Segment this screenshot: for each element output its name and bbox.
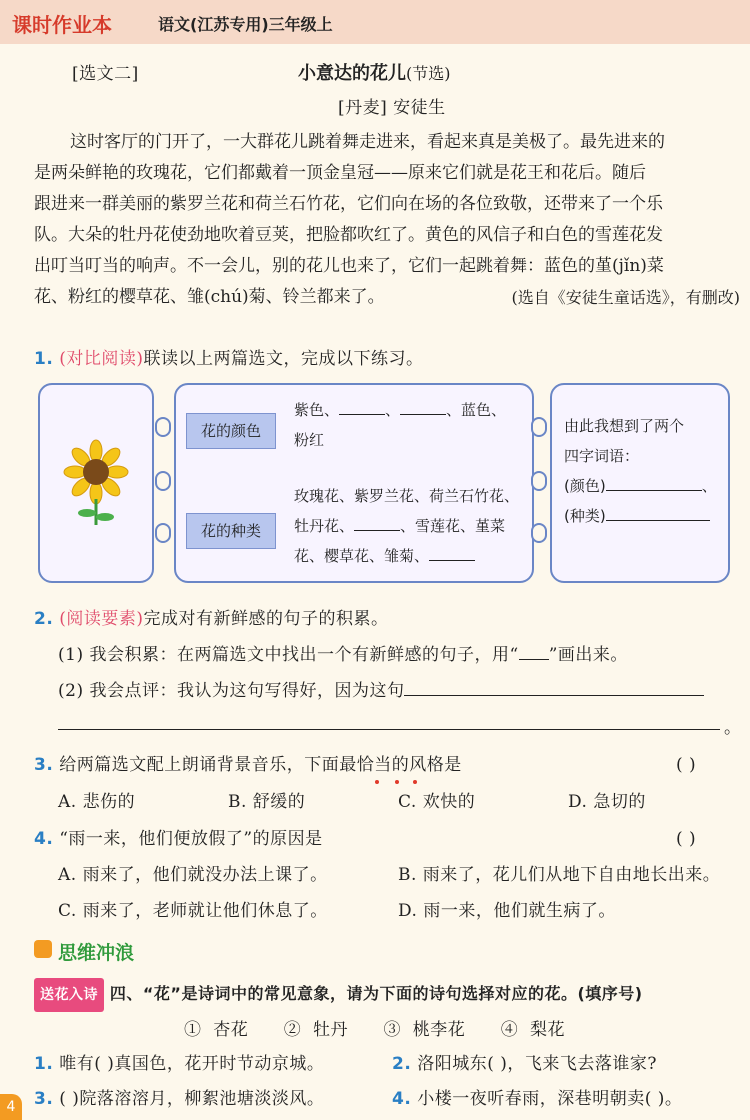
- emphasis-dot: [395, 780, 399, 784]
- connector-ring: [531, 417, 547, 437]
- connector-ring: [531, 523, 547, 543]
- brand-title: 课时作业本: [12, 13, 112, 37]
- option-d[interactable]: D. 雨一来，他们就生病了。: [398, 901, 616, 921]
- question-text: 给两篇选文配上朗诵背景音乐，下面最恰当的风格是: [59, 755, 462, 775]
- section-title: 思维冲浪: [58, 942, 135, 964]
- question-2-sub1: (1) 我会积累：在两篇选文中找出一个有新鲜感的句子，用“ ”画出来。: [58, 645, 628, 665]
- answer-paren[interactable]: ( ): [676, 829, 697, 849]
- right-box: [550, 383, 730, 583]
- answer-blank[interactable]: [354, 516, 400, 531]
- question-text: “雨一来，他们便放假了”的原因是: [59, 829, 323, 849]
- comparison-diagram: [38, 383, 728, 586]
- excerpt-source: (选自《安徒生童话选》，有删改): [511, 288, 740, 307]
- option-b[interactable]: B. 雨来了，花儿们从地下自由地长出来。: [398, 865, 721, 885]
- underline-sample: [519, 645, 549, 660]
- question-number: 2.: [34, 609, 54, 629]
- option-d[interactable]: D. 急切的: [568, 792, 646, 812]
- excerpt-line: 花、粉红的樱草花、雏(chú)菊、铃兰都来了。 (选自《安徒生童话选》，有删改): [34, 282, 740, 313]
- page-number: 4: [0, 1094, 22, 1120]
- emphasis-dot: [413, 780, 417, 784]
- question-number: 4.: [34, 829, 54, 849]
- excerpt-line: 是两朵鲜艳的玫瑰花，它们都戴着一顶金皇冠——原来它们就是花王和花后。随后: [34, 163, 646, 183]
- excerpt-body: [34, 127, 740, 313]
- question-2-end: 。: [724, 718, 742, 738]
- connector-ring: [155, 471, 171, 491]
- question-3: [34, 749, 462, 781]
- answer-blank[interactable]: [606, 506, 710, 521]
- answer-blank[interactable]: [606, 476, 702, 491]
- right-box-text: 由此我想到了两个 四字词语： (颜色) 、 (种类): [564, 417, 717, 525]
- section-icon: [34, 940, 52, 958]
- question-text: 完成对有新鲜感的句子的积累。: [143, 609, 389, 629]
- excerpt-line: 队。大朵的牡丹花使劲地吹着豆荚，把脸都吹红了。黄色的风信子和白色的雪莲花发: [34, 225, 663, 245]
- option-c[interactable]: C. 雨来了，老师就让他们休息了。: [58, 901, 328, 921]
- sunflower-box: [38, 383, 154, 583]
- excerpt-title: [298, 58, 451, 90]
- option-c[interactable]: C. 欢快的: [398, 792, 476, 812]
- poem-item-2: 2. 洛阳城东( )，飞来飞去落谁家?: [392, 1054, 657, 1074]
- connector-ring: [155, 523, 171, 543]
- middle-box: [174, 383, 534, 583]
- connector-ring: [155, 417, 171, 437]
- question-1: [34, 343, 423, 375]
- label-kind: 花的种类: [186, 513, 276, 549]
- excerpt-author: [丹麦] 安徒生: [338, 98, 446, 118]
- answer-blank[interactable]: [400, 400, 446, 415]
- poem-item-4: 4. 小楼一夜听春雨，深巷明朝卖( )。: [392, 1089, 683, 1109]
- option-b[interactable]: B. 舒缓的: [228, 792, 306, 812]
- flower-choices: ① 杏花 ② 牡丹 ③ 桃李花 ④ 梨花: [184, 1020, 565, 1040]
- excerpt-label: [选文二]: [72, 64, 139, 84]
- label-color: 花的颜色: [186, 413, 276, 449]
- excerpt-title-note: (节选): [406, 64, 451, 83]
- kinds-text: 玫瑰花、紫罗兰花、荷兰石竹花、 牡丹花、 、雪莲花、堇菜 花、樱草花、雏菊、: [294, 487, 520, 565]
- question-2: [34, 603, 388, 635]
- poem-item-3: 3. ( )院落溶溶月，柳絮池塘淡淡风。: [34, 1089, 325, 1109]
- excerpt-line: 跟进来一群美丽的紫罗兰花和荷兰石竹花，它们向在场的各位致敬，还带来了一个乐: [34, 194, 663, 214]
- question-tag: (对比阅读): [59, 349, 144, 369]
- answer-blank[interactable]: [404, 681, 704, 696]
- question-5: [34, 978, 643, 1012]
- question-number: 3.: [34, 755, 54, 775]
- section-badge: 送花入诗: [34, 978, 104, 1012]
- page-header: [0, 0, 750, 44]
- excerpt-line: 出叮当叮当的响声。不一会儿，别的花儿也来了，它们一起跳着舞：蓝色的堇(jǐn)菜: [34, 256, 664, 276]
- excerpt-title-text: 小意达的花儿: [298, 63, 406, 84]
- question-text: 联读以上两篇选文，完成以下练习。: [143, 349, 424, 369]
- option-a[interactable]: A. 悲伤的: [58, 792, 136, 812]
- question-number: 1.: [34, 349, 54, 369]
- question-2-sub2: (2) 我会点评：我认为这句写得好，因为这句: [58, 675, 748, 707]
- question-4: [34, 823, 323, 855]
- book-subtitle: 语文(江苏专用)三年级上: [158, 15, 333, 34]
- option-a[interactable]: A. 雨来了，他们就没办法上课了。: [58, 865, 328, 885]
- emphasis-dot: [375, 780, 379, 784]
- question-tag: (阅读要素): [59, 609, 144, 629]
- answer-line[interactable]: [58, 728, 720, 730]
- sunflower-icon: [61, 437, 131, 527]
- question-text: 四、“花”是诗词中的常见意象，请为下面的诗句选择对应的花。(填序号): [109, 984, 643, 1003]
- excerpt-line: 这时客厅的门开了，一大群花儿跳着舞走进来，看起来真是美极了。最先进来的: [70, 132, 665, 152]
- answer-paren[interactable]: ( ): [676, 755, 697, 775]
- answer-blank[interactable]: [339, 400, 385, 415]
- poem-item-1: 1. 唯有( )真国色，花开时节动京城。: [34, 1054, 325, 1074]
- connector-ring: [531, 471, 547, 491]
- colors-text: 紫色、 、 、蓝色、 粉红: [294, 401, 507, 449]
- answer-blank[interactable]: [429, 546, 475, 561]
